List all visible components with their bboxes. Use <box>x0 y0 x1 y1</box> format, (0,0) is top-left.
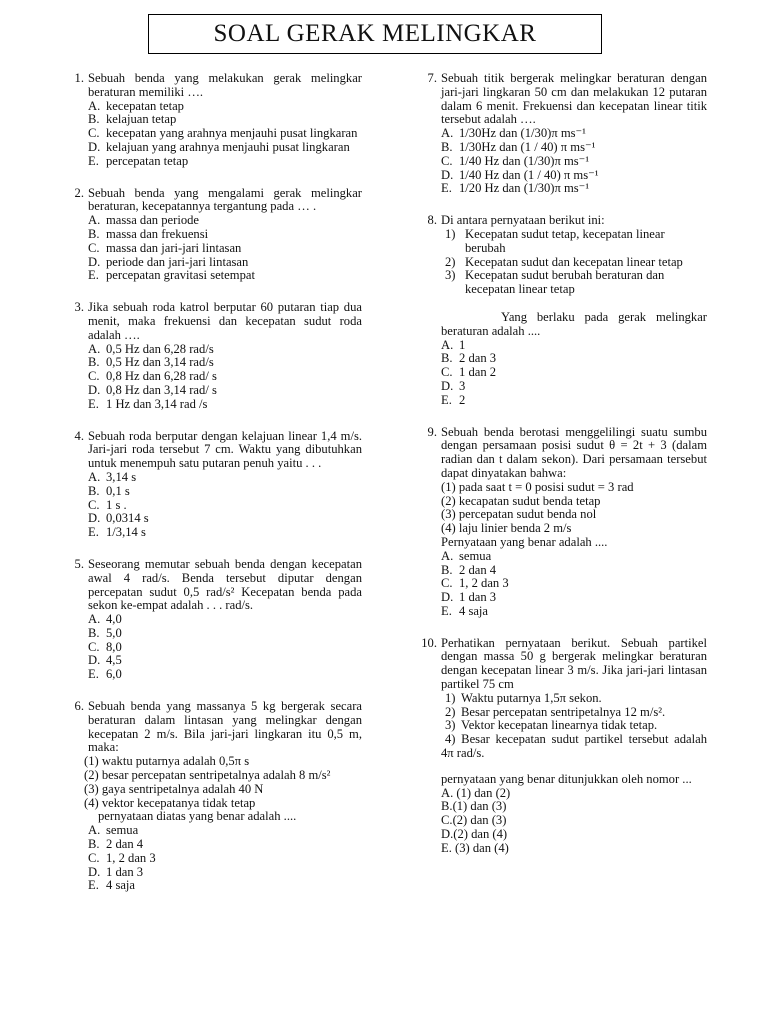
option-e[interactable]: E. 4 saja <box>88 878 136 893</box>
option-c[interactable]: C. 1/40 Hz dan (1/30)π ms⁻¹ <box>441 153 590 168</box>
option-b[interactable]: B. 5,0 <box>88 625 122 640</box>
option-b[interactable]: B. 2 dan 4 <box>441 562 497 577</box>
option-c[interactable]: C.(2) dan (3) <box>441 813 507 828</box>
statement: (3) gaya sentripetalnya adalah 40 N <box>84 781 264 796</box>
option-b[interactable]: B. 1/30Hz dan (1 / 40) π ms⁻¹ <box>441 139 596 154</box>
option-a[interactable]: A. massa dan periode <box>88 213 200 228</box>
statement: 1) Kecepatan sudut tetap, kecepatan linear berubah <box>445 226 665 255</box>
page-title: SOAL GERAK MELINGKAR <box>148 14 602 54</box>
option-e[interactable]: E. percepatan tetap <box>88 153 189 168</box>
question-8 <box>415 214 707 407</box>
statement: (3) percepatan sudut benda nol <box>441 507 597 522</box>
option-b[interactable]: B. massa dan frekuensi <box>88 226 209 241</box>
statement: 3) Vektor kecepatan linearnya tidak tetap. <box>445 718 658 733</box>
option-a[interactable]: A. kecepatan tetap <box>88 98 184 113</box>
question-number: 1. <box>74 71 84 85</box>
option-c[interactable]: C. 0,8 Hz dan 6,28 rad/ s <box>88 369 217 384</box>
question-stem: Sebuah roda berputar dengan kelajuan linear 1,4 m/s. Jari-jari roda tersebut 7 cm. Waktu yang dibutuhkan untuk menempuh satu putaran penuh yaitu . . . <box>88 428 362 471</box>
option-c[interactable]: C. 8,0 <box>88 639 122 654</box>
option-d[interactable]: D. 1 dan 3 <box>441 590 497 605</box>
question-7 <box>415 72 707 196</box>
question-stem: Sebuah titik bergerak melingkar beraturan dengan jari-jari lingkaran 50 cm dan melakukan 12 putaran dalam 6 menit. Frekuensi dan kecepatan linear titik tersebut adalah …. <box>441 71 707 127</box>
question-2 <box>62 187 362 284</box>
option-c[interactable]: C. kecepatan yang arahnya menjauhi pusat lingkaran <box>88 126 358 141</box>
question-number: 9. <box>427 424 437 439</box>
option-a[interactable]: A. semua <box>441 548 492 563</box>
right-column <box>415 72 707 874</box>
option-e[interactable]: E. 6,0 <box>88 667 122 682</box>
question-6 <box>62 700 362 893</box>
statement: 2) Besar percepatan sentripetalnya 12 m/s². <box>445 704 666 719</box>
option-d[interactable]: D. 0,0314 s <box>88 511 149 526</box>
option-c[interactable]: C. 1 dan 2 <box>441 365 497 380</box>
question-number: 10. <box>421 635 437 650</box>
question-4 <box>62 430 362 540</box>
question-3 <box>62 301 362 411</box>
statement: (2) kecapatan sudut benda tetap <box>441 493 601 508</box>
option-c[interactable]: C. massa dan jari-jari lintasan <box>88 240 242 255</box>
question-number: 8. <box>427 213 437 228</box>
question-prompt: Yang berlaku pada gerak melingkar beraturan adalah .... <box>441 309 707 338</box>
question-number: 2. <box>74 185 84 200</box>
question-number: 6. <box>74 699 84 714</box>
option-a[interactable]: A. semua <box>88 823 139 838</box>
option-d[interactable]: D. 0,8 Hz dan 3,14 rad/ s <box>88 382 217 397</box>
option-a[interactable]: A. 3,14 s <box>88 469 137 484</box>
question-prompt: Pernyataan yang benar adalah .... <box>441 534 608 549</box>
option-b[interactable]: B. kelajuan tetap <box>88 112 177 127</box>
option-e[interactable]: E. 2 <box>441 392 466 407</box>
left-column <box>62 72 362 911</box>
option-e[interactable]: E. 1/20 Hz dan (1/30)π ms⁻¹ <box>441 181 590 196</box>
option-d[interactable]: D. 3 <box>441 378 466 393</box>
option-e[interactable]: E. 1/3,14 s <box>88 525 146 540</box>
option-d[interactable]: D.(2) dan (4) <box>441 827 508 842</box>
option-a[interactable]: A. 1 <box>441 337 466 352</box>
option-b[interactable]: B. 0,5 Hz dan 3,14 rad/s <box>88 355 214 370</box>
statement: (1) pada saat t = 0 posisi sudut = 3 rad <box>441 479 634 494</box>
option-e[interactable]: E. percepatan gravitasi setempat <box>88 268 255 283</box>
option-d[interactable]: D. 4,5 <box>88 653 122 668</box>
option-b[interactable]: B. 0,1 s <box>88 483 130 498</box>
option-c[interactable]: C. 1, 2 dan 3 <box>88 850 156 865</box>
question-stem: Sebuah benda berotasi menggelilingi suatu sumbu dengan persamaan posisi sudut θ = 2t + 3 (dalam radian dan t dalam sekon). Dari persamaan tersebut dapat dinyatakan bahwa: <box>441 424 707 480</box>
statement: 2) Kecepatan sudut dan kecepatan linear tetap <box>445 254 683 269</box>
option-d[interactable]: D. 1 dan 3 <box>88 864 144 879</box>
option-e[interactable]: E. 4 saja <box>441 603 489 618</box>
option-c[interactable]: C. 1, 2 dan 3 <box>441 576 509 591</box>
question-stem: Sebuah benda yang mengalami gerak melingkar beraturan, kecepatannya tergantung pada … . <box>88 185 362 214</box>
question-9 <box>415 426 707 619</box>
option-a[interactable]: A. 0,5 Hz dan 6,28 rad/s <box>88 341 214 356</box>
question-stem: Di antara pernyataan berikut ini: <box>441 213 605 228</box>
question-10 <box>415 637 707 856</box>
question-number: 7. <box>427 71 437 85</box>
option-b[interactable]: B. 2 dan 4 <box>88 837 144 852</box>
question-stem: Perhatikan pernyataan berikut. Sebuah partikel dengan massa 50 g bergerak melingkar beraturan dengan kecepatan linear 3 m/s. Jika jari-jari lintasan partikel 75 cm <box>441 635 707 692</box>
question-stem: Jika sebuah roda katrol berputar 60 putaran tiap dua menit, maka frekuensi dan kecepatan sudut roda adalah …. <box>88 300 362 342</box>
question-number: 4. <box>74 428 84 443</box>
question-5 <box>62 558 362 682</box>
option-e[interactable]: E. 1 Hz dan 3,14 rad /s <box>88 396 208 411</box>
option-a[interactable]: A. 1/30Hz dan (1/30)π ms⁻¹ <box>441 126 586 141</box>
option-e[interactable]: E. (3) dan (4) <box>441 840 509 855</box>
statement: 1) Waktu putarnya 1,5π sekon. <box>445 690 602 705</box>
question-stem: Sebuah benda yang massanya 5 kg bergerak secara beraturan dalam lintasan yang melingkar dengan kecepatan 2 m/s. Bila jari-jari lingkaran itu 0,5 m, maka: <box>88 699 362 755</box>
question-number: 3. <box>74 300 84 315</box>
question-stem: Seseorang memutar sebuah benda dengan kecepatan awal 4 rad/s. Benda tersebut diputar dengan percepatan sudut 0,5 rad/s² Kecepatan benda pada sekon ke-empat adalah . . . rad/s. <box>88 556 362 613</box>
statement: 3) Kecepatan sudut berubah beraturan dan kecepatan linear tetap <box>445 268 665 297</box>
statement: (4) vektor kecepatanya tidak tetap <box>84 795 256 810</box>
statement: (4) laju linier benda 2 m/s <box>441 521 572 536</box>
statement: (1) waktu putarnya adalah 0,5π s <box>84 754 250 769</box>
statement: (2) besar percepatan sentripetalnya adalah 8 m/s² <box>84 768 331 783</box>
question-1 <box>62 72 362 169</box>
option-b[interactable]: B.(1) dan (3) <box>441 799 507 814</box>
option-c[interactable]: C. 1 s . <box>88 497 127 512</box>
option-d[interactable]: D. periode dan jari-jari lintasan <box>88 254 249 269</box>
question-prompt: pernyataan diatas yang benar adalah .... <box>98 809 297 824</box>
option-a[interactable]: A. (1) dan (2) <box>441 785 511 800</box>
question-stem: Sebuah benda yang melakukan gerak melingkar beraturan memiliki …. <box>88 71 362 99</box>
question-number: 5. <box>74 556 84 571</box>
statement: 4) Besar kecepatan sudut partikel tersebut adalah 4π rad/s. <box>441 732 707 761</box>
option-a[interactable]: A. 4,0 <box>88 612 122 627</box>
option-b[interactable]: B. 2 dan 3 <box>441 351 497 366</box>
option-d[interactable]: D. 1/40 Hz dan (1 / 40) π ms⁻¹ <box>441 167 599 182</box>
option-d[interactable]: D. kelajuan yang arahnya menjauhi pusat lingkaran <box>88 139 350 154</box>
question-prompt: pernyataan yang benar ditunjukkan oleh nomor ... <box>441 771 692 786</box>
